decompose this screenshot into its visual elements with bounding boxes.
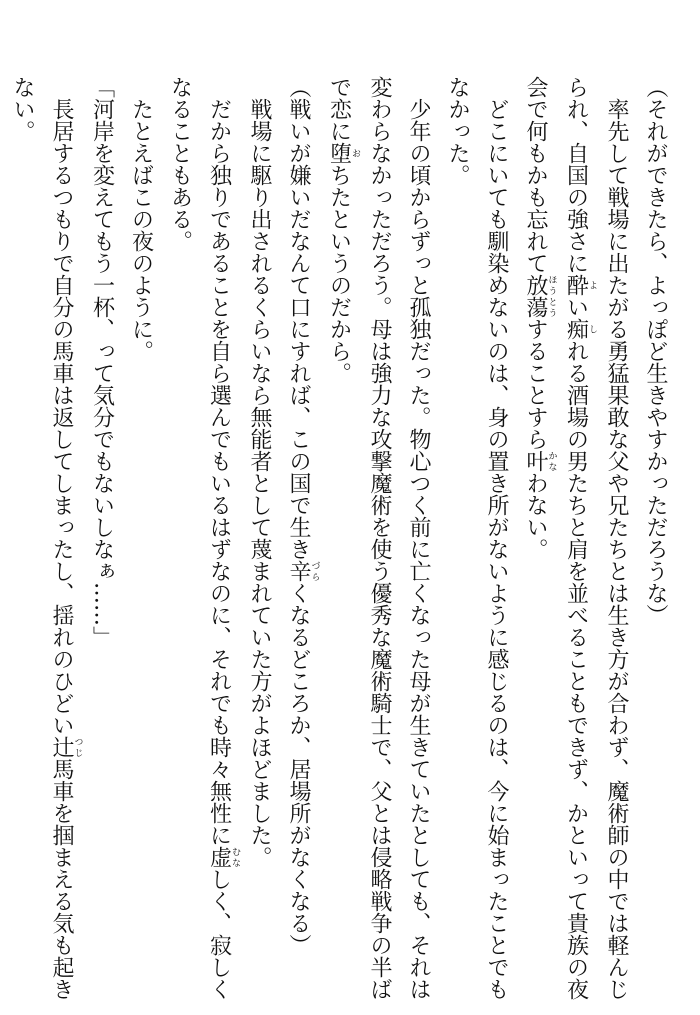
text-line-p2-2: なかった。 [445, 76, 470, 186]
text-line-p4-2: 戦場に駆り出されるくらいなら無能者として蔑まれていた方がよほどました。 [247, 98, 272, 868]
text-line-p3-3: で恋に堕おちたというのだから。 [326, 76, 360, 384]
text-line-p4-5: たとえばこの夜のように。 [128, 98, 154, 362]
vertical-text-body [3, 76, 675, 1000]
text-line-p1-3: られ、自国の強さに酔よい痴しれる酒場の男たちと肩を並べることもできず、かといって貴族の夜 [563, 76, 597, 1000]
text-line-p4-3: だから独りであることを自ら選んでもいるはずなのに、それでも時々無性に虚むなしく、寂しく [206, 98, 240, 1000]
text-line-p4-7: 長居するつもりで自分の馬車は返してしまったし、揺れのひどい辻つじ馬車を掴まえる気も起き [49, 98, 83, 1000]
text-line-p2-1: どこにいても馴染めないのは、身の置き所がないように感じるのは、今に始まったことでも [484, 98, 509, 1000]
text-line-p4-8: ない。 [10, 76, 35, 142]
text-line-p1-2: 率先して戦場に出たがる勇猛果敢な父や兄たちとは生き方が合わず、魔術師の中では軽んじ [604, 98, 629, 1000]
text-line-p3-2: 変わらなかっただろう。母は強力な攻撃魔術を使う優秀な魔術騎士で、父とは侵略戦争の半ば [367, 76, 392, 1000]
text-line-p3-1: 少年の頃からずっと孤独だった。物心つく前に亡くなった母が生きていたとしても、それは [406, 98, 431, 1000]
text-line-p4-4: なることもある。 [167, 76, 193, 252]
text-line-p4-6: 「河岸を変えてもう一杯、って気分でもないしなぁ……」 [89, 76, 115, 648]
text-line-p1-4: 会で何もかも忘れて放蕩ほうとうすることすら叶かなわない。 [523, 76, 557, 560]
text-line-p4-1: （戦いが嫌いだなんて口にすれば、この国で生き辛づらくなるどころか、居場所がなくなる） [286, 76, 320, 956]
text-line-p1-1: （それができたら、よっぽど生きやすかっただろうな） [643, 76, 668, 626]
